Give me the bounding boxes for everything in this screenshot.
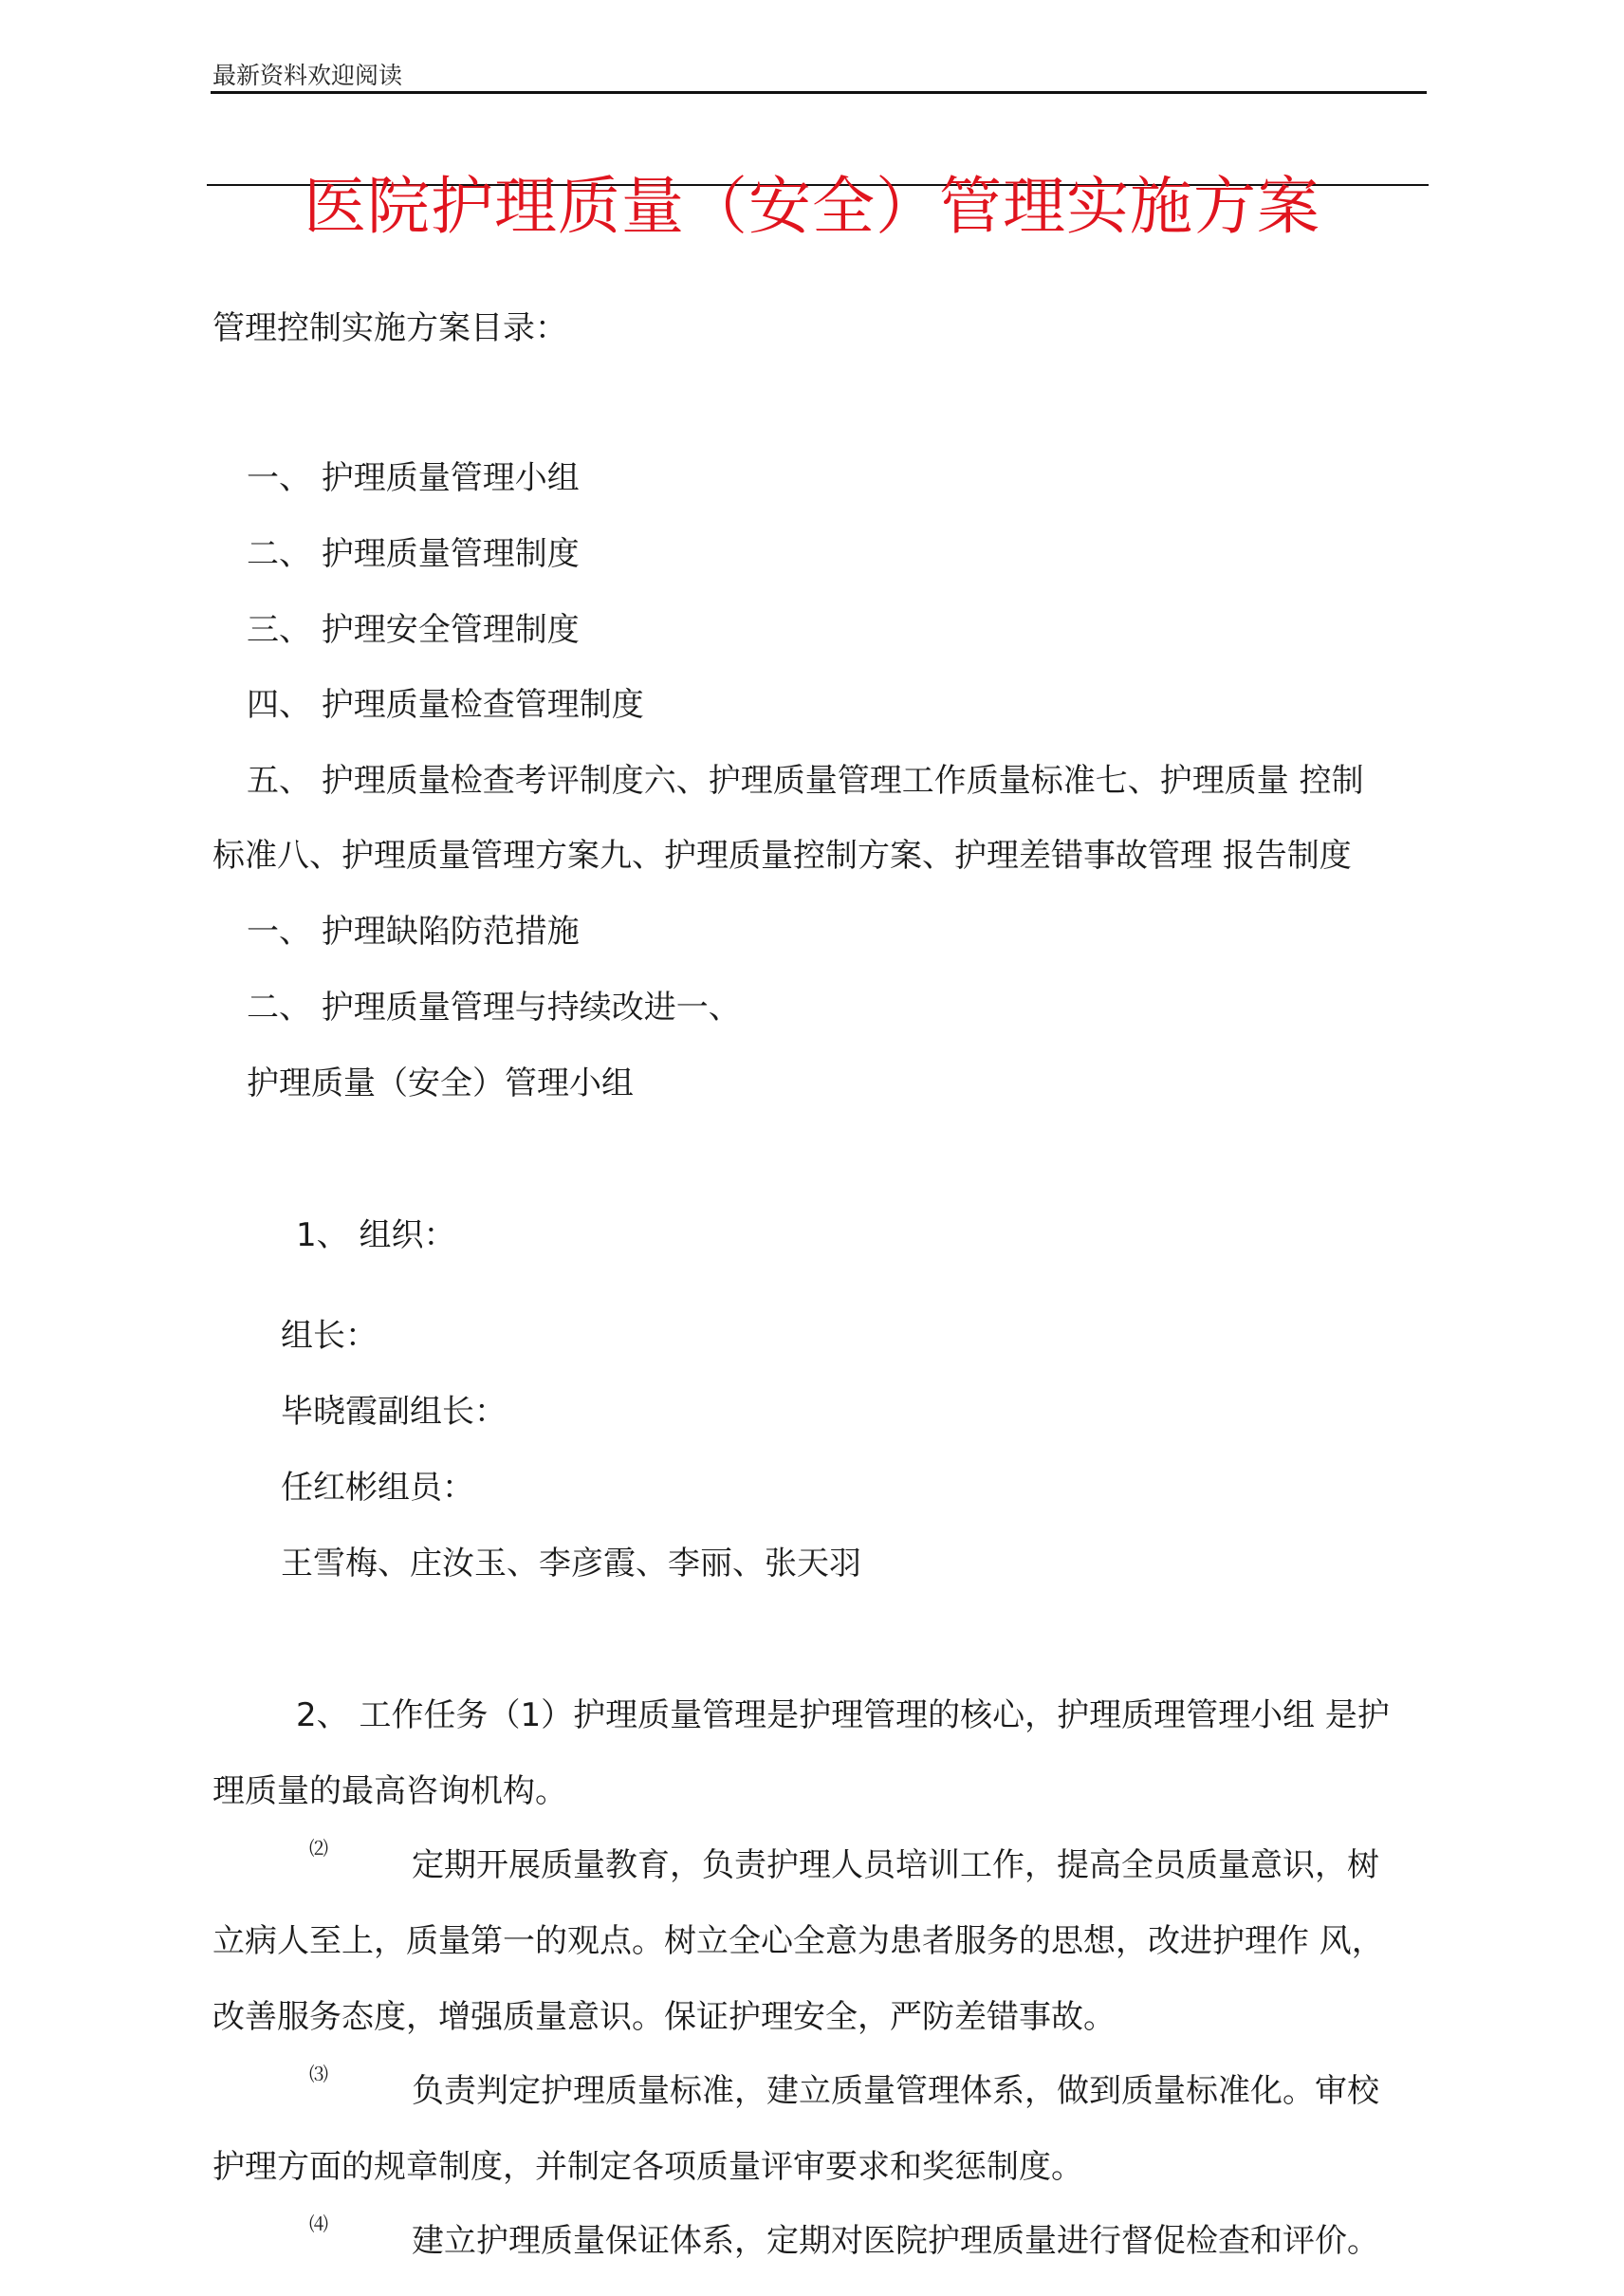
toc-item: 二、 护理质量管理与持续改进一、 <box>247 989 741 1027</box>
toc-item: 三、 护理安全管理制度 <box>247 611 580 649</box>
toc-item: 一、 护理缺陷防范措施 <box>247 913 580 951</box>
item-marker: ⑷ <box>309 2213 328 2235</box>
member-list: 王雪梅、庄汝玉、李彦霞、李丽、张天羽 <box>281 1545 861 1583</box>
organization-line: 毕晓霞副组长： <box>281 1393 507 1431</box>
toc-item: 四、 护理质量检查管理制度 <box>247 686 644 724</box>
section-heading: 护理质量（安全）管理小组 <box>247 1065 634 1102</box>
organization-line: 任红彬组员： <box>281 1469 474 1507</box>
item-marker: ⑵ <box>309 1837 328 1860</box>
toc-item: 二、 护理质量管理制度 <box>247 535 580 573</box>
toc-item: 五、 护理质量检查考评制度六、护理质量管理工作质量标准七、护理质量 控制 <box>247 762 1364 800</box>
task-item-line: 护理方面的规章制度，并制定各项质量评审要求和奖惩制度。 <box>212 2148 1083 2186</box>
page-header-text: 最新资料欢迎阅读 <box>212 62 403 89</box>
organization-line: 组长： <box>281 1317 378 1355</box>
task-item-line: 建立护理质量保证体系，定期对医院护理质量进行督促检查和评价。 <box>412 2222 1379 2260</box>
tasks-paragraph-line: 理质量的最高咨询机构。 <box>212 1772 567 1810</box>
document-title: 医院护理质量（安全）管理实施方案 <box>304 170 1320 243</box>
task-item-line: 立病人至上，质量第一的观点。树立全心全意为患者服务的思想，改进护理作 风， <box>212 1922 1384 1960</box>
task-item-line: 改善服务态度，增强质量意识。保证护理安全，严防差错事故。 <box>212 1998 1116 2036</box>
header-divider <box>211 91 1427 94</box>
toc-item-continued: 标准八、护理质量管理方案九、护理质量控制方案、护理差错事故管理 报告制度 <box>212 837 1352 875</box>
toc-heading: 管理控制实施方案目录： <box>212 309 567 347</box>
task-item-line: 负责判定护理质量标准，建立质量管理体系，做到质量标准化。审校 <box>412 2072 1379 2110</box>
organization-heading: 1、 组织： <box>296 1216 456 1254</box>
tasks-paragraph-line: 2、 工作任务（1）护理质量管理是护理管理的核心，护理质理管理小组 是护 <box>296 1696 1390 1734</box>
task-item-line: 定期开展质量教育，负责护理人员培训工作，提高全员质量意识，树 <box>412 1846 1379 1884</box>
item-marker: ⑶ <box>309 2063 328 2085</box>
toc-item: 一、 护理质量管理小组 <box>247 459 580 497</box>
